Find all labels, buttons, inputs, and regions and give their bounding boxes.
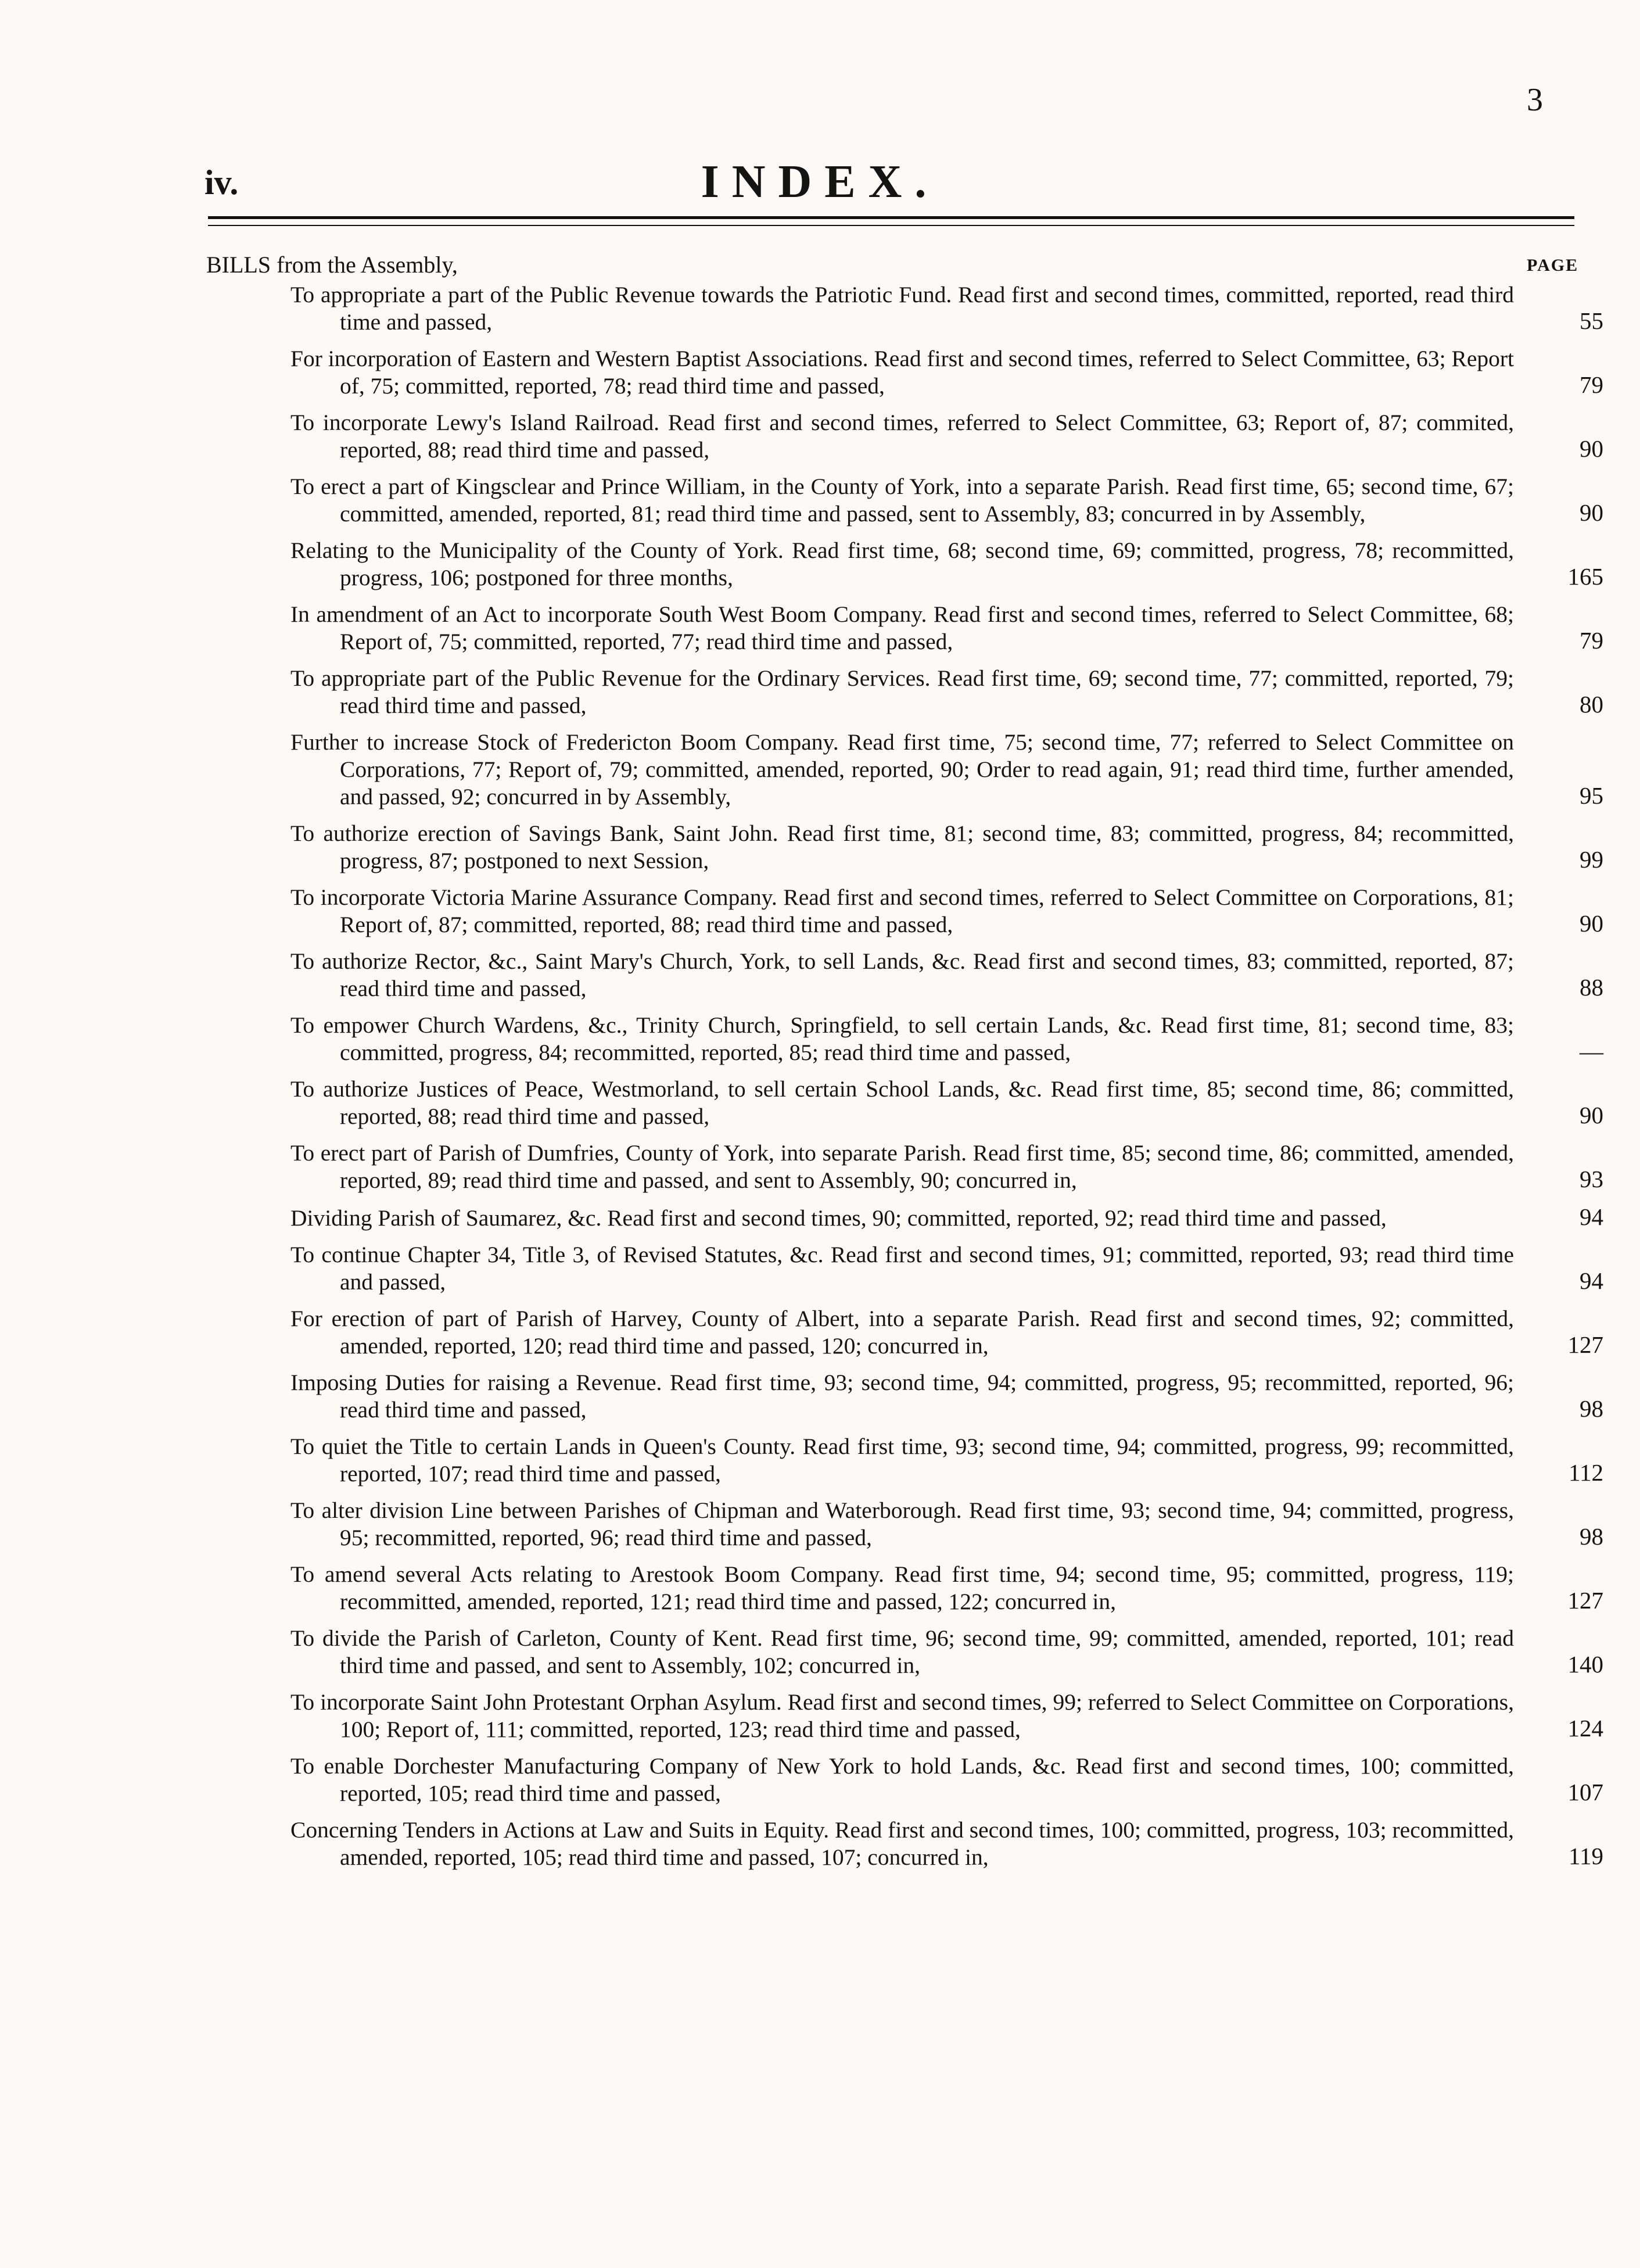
header-rule-thick <box>208 216 1574 219</box>
index-entry <box>290 1076 1603 1130</box>
entry-text: To appropriate part of the Public Revenue for the Ordinary Services. Read first time, 69; second time, 77; committed, reported, 79; read third time and passed, <box>290 665 1515 718</box>
page-title: INDEX. <box>701 156 939 207</box>
entry-text: To authorize Rector, &c., Saint Mary's Church, York, to sell Lands, &c. Read first and second times, 83; committed, reported, 87; read third time and passed, <box>290 948 1515 1001</box>
index-entry <box>290 884 1603 938</box>
index-entry <box>290 729 1603 811</box>
index-entry <box>290 1753 1603 1807</box>
index-entry <box>290 345 1603 400</box>
index-entry <box>290 1140 1603 1194</box>
entry-page: — <box>1580 1038 1603 1065</box>
index-entry <box>290 1816 1603 1871</box>
corner-mark: 3 <box>1527 82 1543 118</box>
entry-page: 119 <box>1569 1843 1603 1869</box>
folio-number: iv. <box>204 163 239 202</box>
entry-page: 90 <box>1580 499 1603 526</box>
entry-text: To erect part of Parish of Dumfries, County of York, into separate Parish. Read first time, 85; second time, 86; committed, amended, reported, 89; read third time and passed, and sent to Assembly, 90; concurred in, <box>290 1140 1515 1193</box>
index-entry <box>290 948 1603 1002</box>
entry-page: 93 <box>1580 1166 1603 1192</box>
index-entry <box>290 1305 1603 1360</box>
entry-page: 90 <box>1580 1102 1603 1128</box>
entry-page: 98 <box>1580 1523 1603 1550</box>
index-entry <box>290 1012 1603 1066</box>
entry-text: Relating to the Municipality of the County of York. Read first time, 68; second time, 69; committed, progress, 78; recommitted, progress, 106; postponed for three months, <box>290 538 1515 590</box>
index-entry <box>290 1241 1603 1296</box>
index-entry <box>290 1625 1603 1679</box>
entry-page: 127 <box>1567 1331 1603 1358</box>
index-entry <box>290 537 1603 592</box>
index-entry <box>290 1561 1603 1615</box>
entry-page: 79 <box>1580 627 1603 654</box>
index-entries <box>290 281 1603 1880</box>
index-entry <box>290 1689 1603 1743</box>
entry-page: 112 <box>1569 1459 1603 1486</box>
entry-page: 94 <box>1580 1267 1603 1294</box>
entry-page: 79 <box>1580 371 1603 398</box>
index-entry <box>290 665 1603 719</box>
index-entry <box>290 820 1603 875</box>
entry-page: 124 <box>1567 1715 1603 1742</box>
entry-text: To authorize Justices of Peace, Westmorland, to sell certain School Lands, &c. Read first time, 85; second time, 86; committed, reported, 88; read third time and passed, <box>290 1076 1515 1129</box>
index-entry <box>290 473 1603 528</box>
index-entry <box>290 1369 1603 1424</box>
entry-page: 80 <box>1580 691 1603 718</box>
entry-text: To incorporate Saint John Protestant Orphan Asylum. Read first and second times, 99; referred to Select Committee on Corporations, 100; Report of, 111; committed, reported, 123; read third time and passed, <box>290 1689 1515 1742</box>
entry-page: 95 <box>1580 782 1603 809</box>
entry-text: To incorporate Lewy's Island Railroad. Read first and second times, referred to Select Committee, 63; Report of, 87; commited, reported, 88; read third time and passed, <box>290 410 1515 463</box>
entry-text: To alter division Line between Parishes of Chipman and Waterborough. Read first time, 93; second time, 94; committed, progress, 95; recommitted, reported, 96; read third time and passed, <box>290 1497 1515 1550</box>
entry-page: 88 <box>1580 974 1603 1001</box>
entry-text: To empower Church Wardens, &c., Trinity Church, Springfield, to sell certain Lands, &c. Read first time, 81; second time, 83; committed, progress, 84; recommitted, reported, 85; read third time and passed, <box>290 1012 1515 1065</box>
entry-text: To divide the Parish of Carleton, County of Kent. Read first time, 96; second time, 99; committed, amended, reported, 101; read third time and passed, and sent to Assembly, 102; concurred in, <box>290 1625 1515 1678</box>
section-heading: BILLS from the Assembly, <box>206 252 458 278</box>
entry-text: Further to increase Stock of Fredericton Boom Company. Read first time, 75; second time, 77; referred to Select Committee on Corporations, 77; Report of, 79; committed, amended, reported, 90; Order to read again, 91; read third time, further amended, and passed, 92; concurred in by Assembly, <box>290 729 1515 809</box>
entry-text: To incorporate Victoria Marine Assurance Company. Read first and second times, referred to Select Committee on Corporations, 81; Report of, 87; committed, reported, 88; read third time and passed, <box>290 884 1515 937</box>
entry-text: To quiet the Title to certain Lands in Queen's County. Read first time, 93; second time, 94; committed, progress, 99; recommitted, reported, 107; read third time and passed, <box>290 1434 1515 1486</box>
entry-text: Concerning Tenders in Actions at Law and Suits in Equity. Read first and second times, 100; committed, progress, 103; recommitted, amended, reported, 105; read third time and passed, 107; concurred in, <box>290 1817 1515 1870</box>
entry-text: To amend several Acts relating to Arestook Boom Company. Read first time, 94; second time, 95; committed, progress, 119; recommitted, amended, reported, 121; read third time and passed, 122; concurred in, <box>290 1561 1515 1614</box>
entry-page: 99 <box>1580 846 1603 873</box>
entry-page: 127 <box>1567 1587 1603 1614</box>
index-entry <box>290 281 1603 336</box>
entry-text: To enable Dorchester Manufacturing Company of New York to hold Lands, &c. Read first and second times, 100; committed, reported, 105; read third time and passed, <box>290 1753 1515 1806</box>
entry-text: For incorporation of Eastern and Western Baptist Associations. Read first and second times, referred to Select Committee, 63; Report of, 75; committed, reported, 78; read third time and passed, <box>290 346 1515 399</box>
header-rule-thin <box>208 225 1574 226</box>
index-entry <box>290 1433 1603 1488</box>
entry-page: 90 <box>1580 435 1603 462</box>
entry-text: Imposing Duties for raising a Revenue. Read first time, 93; second time, 94; committed, progress, 95; recommitted, reported, 96; read third time and passed, <box>290 1370 1515 1423</box>
entry-page: 90 <box>1580 910 1603 937</box>
entry-text: To erect a part of Kingsclear and Prince William, in the County of York, into a separate Parish. Read first time, 65; second time, 67; committed, amended, reported, 81; read third time and passed, sent to Assembly, 83; concurred in by Assembly, <box>290 474 1515 526</box>
entry-page: 140 <box>1567 1651 1603 1678</box>
entry-text: To continue Chapter 34, Title 3, of Revised Statutes, &c. Read first and second times, 91; committed, reported, 93; read third time and passed, <box>290 1242 1515 1295</box>
entry-text: To authorize erection of Savings Bank, Saint John. Read first time, 81; second time, 83; committed, progress, 84; recommitted, progress, 87; postponed to next Session, <box>290 821 1515 873</box>
index-entry <box>290 1203 1603 1232</box>
index-entry <box>290 409 1603 464</box>
entry-page: 107 <box>1567 1779 1603 1805</box>
entry-page: 98 <box>1580 1395 1603 1422</box>
page-column-label: PAGE <box>1527 256 1579 275</box>
entry-page: 165 <box>1567 563 1603 590</box>
index-entry <box>290 1497 1603 1552</box>
entry-text: In amendment of an Act to incorporate South West Boom Company. Read first and second times, referred to Select Committee, 68; Report of, 75; committed, reported, 77; read third time and passed, <box>290 601 1515 654</box>
index-entry <box>290 601 1603 655</box>
entry-text: To appropriate a part of the Public Revenue towards the Patriotic Fund. Read first and second times, committed, reported, read third time and passed, <box>290 282 1515 335</box>
entry-text: Dividing Parish of Saumarez, &c. Read first and second times, 90; committed, reported, 92; read third time and passed, <box>290 1205 1387 1231</box>
entry-page: 55 <box>1580 307 1603 334</box>
entry-text: For erection of part of Parish of Harvey, County of Albert, into a separate Parish. Read first and second times, 92; committed, amended, reported, 120; read third time and passed, 120; concurred in, <box>290 1306 1515 1359</box>
entry-page: 94 <box>1580 1203 1603 1230</box>
